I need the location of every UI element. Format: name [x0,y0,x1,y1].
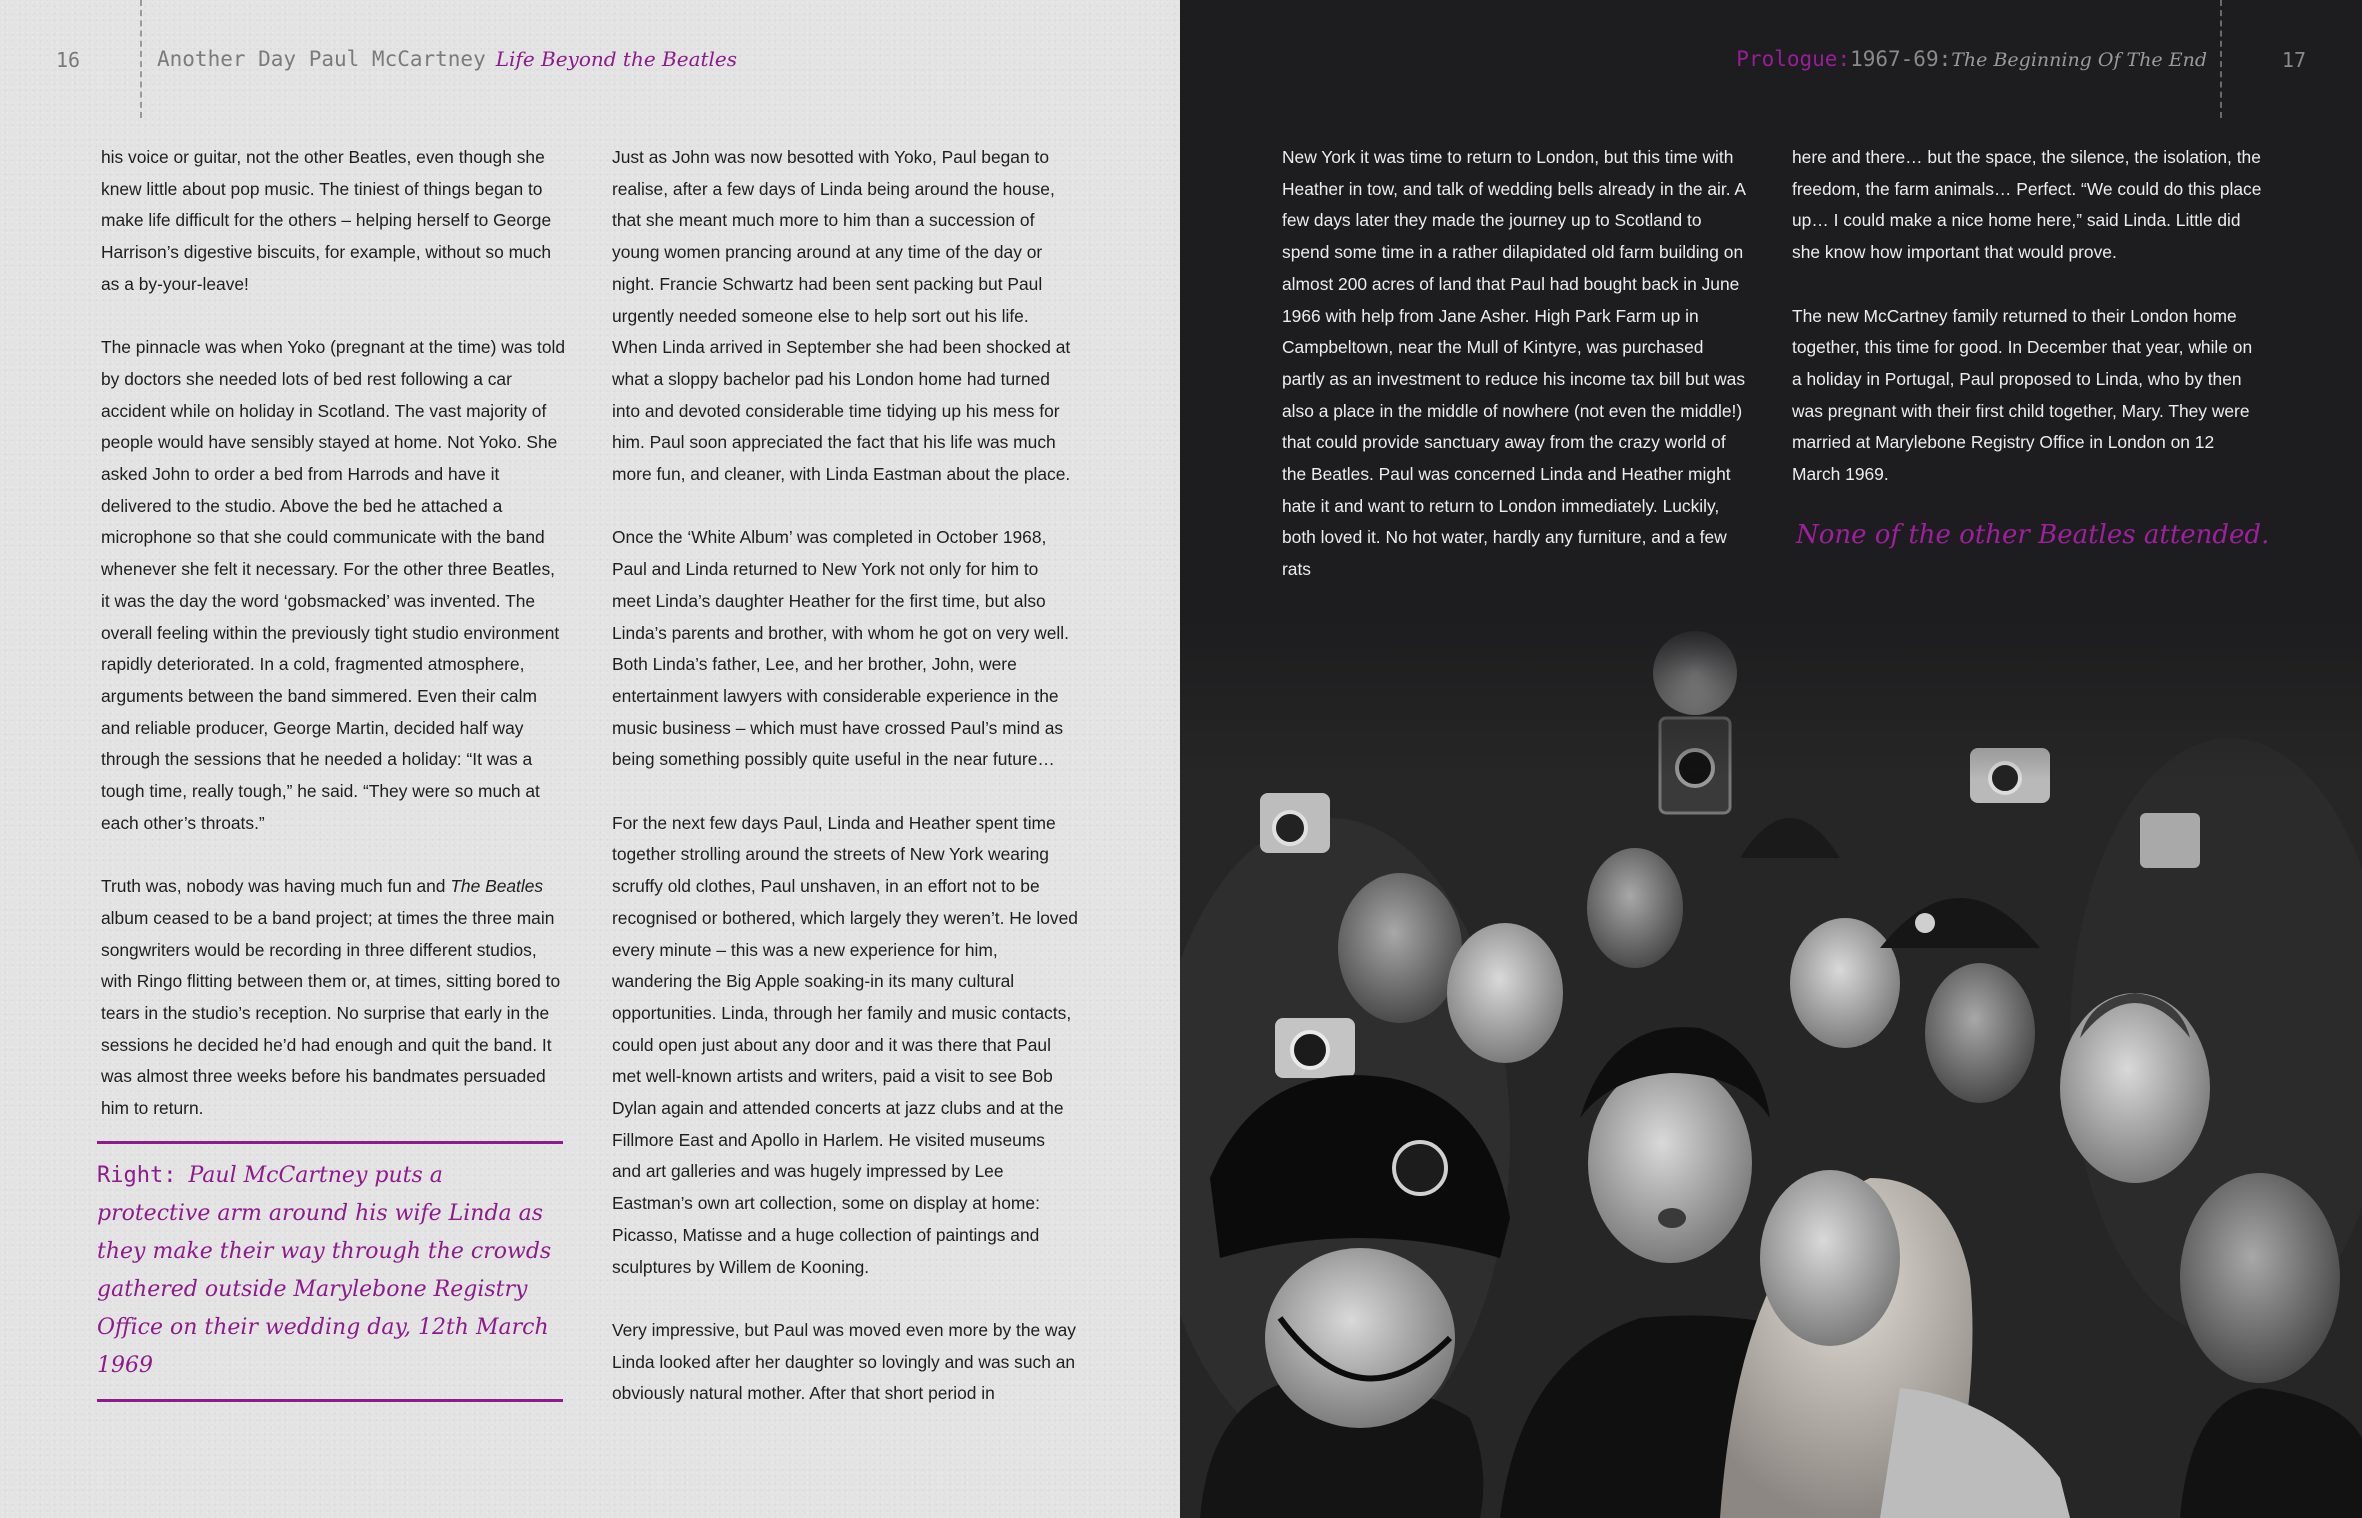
caption-text: Paul McCartney puts a protective arm around his wife Linda as they make their way through the crowds gathered outside Marylebone Registry Office on their wedding day, 12th March 1969 [97,1163,552,1378]
paragraph: New York it was time to return to London, but this time with Heather in tow, and talk of wedding bells already in the air. A few days later they made the journey up to Scotland to spend some time in a rather dilapidated old farm building on almost 200 acres of land that Paul had bought back in June 1966 with help from Jane Asher. High Park Farm up in Campbeltown, near the Mull of Kintyre, was purchased partly as an investment to reduce his income tax bill but was also a place in the middle of nowhere (not even the middle!) that could provide sanctuary away from the crazy world of the Beatles. Paul was concerned Linda and Heather might hate it and want to return to London immediately. Luckily, both loved it. No hot water, hardly any furniture, and a few rats [1282,147,1746,580]
left-page [0,0,1180,1518]
running-head-left [157,47,737,71]
page-number-right: 17 [2281,48,2306,72]
prologue-years: 1967-69: [1850,47,1952,71]
right-page [1180,0,2362,1518]
text-column-4 [1792,142,2262,522]
paragraph: Very impressive, but Paul was moved even more by the way Linda looked after her daughter so lovingly and was such an obviously natural mother. After that short period in [612,1319,1076,1404]
paragraph: Truth was, nobody was having much fun and The Beatles album ceased to be a band project; at times the three main songwriters would be recording in three different studios, with Ringo flitting between them or, at times, sitting bored to tears in the studio’s reception. No surprise that early in the sessions he decided he’d had enough and quit the band. It was almost three weeks before his bandmates persuaded him to return. [101,876,561,1119]
text-column-1 [101,142,567,1156]
text-column-2 [612,142,1078,1442]
chapter-title: The Beginning Of The End [1951,49,2207,71]
prologue-label: Prologue: [1736,47,1851,71]
text-column-3 [1282,142,1748,618]
paragraph: his voice or guitar, not the other Beatles, even though she knew little about pop music. The tiniest of things began to make life difficult for the others – helping herself to George Harrison’s digestive biscuits, for example, without so much as a by-your-leave! [101,147,552,294]
paragraph: here and there… but the space, the silence, the isolation, the freedom, the farm animals… Perfect. “We could do this place up… I could make a nice home here,” said Linda. Little did she know how important that would prove. [1792,147,2262,263]
paragraph: The pinnacle was when Yoko (pregnant at the time) was told by doctors she needed lots of bed rest following a car accident while on holiday in Scotland. The vast majority of people would have sensibly stayed at home. Not Yoko. She asked John to order a bed from Harrods and have it delivered to the studio. Above the bed he attached a microphone so that she could communicate with the band whenever she felt it necessary. For the other three Beatles, it was the day the word ‘gobsmacked’ was invented. The overall feeling within the previously tight studio environment rapidly deteriorated. In a cold, fragmented atmosphere, arguments between the band simmered. Even their calm and reliable producer, George Martin, decided half way through the sessions that he needed a holiday: “It was a tough time, really tough,” he said. “They were so much at each other’s throats.” [101,337,566,833]
paragraph: Just as John was now besotted with Yoko, Paul began to realise, after a few days of Linda being around the house, that she meant much more to him than a succession of young women prancing around at any time of the day or night. Francie Schwartz had been sent packing but Paul urgently needed someone else to help sort out his life. When Linda arrived in September she had been shocked at what a sloppy bachelor pad his London home had turned into and devoted considerable time tidying up his mess for him. Paul soon appreciated the fact that his life was much more fun, and cleaner, with Linda Eastman about the place. [612,147,1071,485]
book-title: Another Day Paul McCartney [157,47,486,71]
page-number-left: 16 [56,48,81,72]
paragraph: The new McCartney family returned to their London home together, this time for good. In December that year, while on a holiday in Portugal, Paul proposed to Linda, who by then was pregnant with their first child together, Mary. They were married at Marylebone Registry Office in London on 12 March 1969. [1792,305,2253,485]
paragraph: Once the ‘White Album’ was completed in October 1968, Paul and Linda returned to New York not only for him to meet Linda’s daughter Heather for the first time, but also Linda’s parents and brother, with whom he got on very well. Both Linda’s father, Lee, and her brother, John, were entertainment lawyers with considerable experience in the music business – which must have crossed Paul’s mind as being something possibly quite useful in the near future… [612,527,1069,770]
book-subtitle: Life Beyond the Beatles [495,47,738,71]
wedding-crowd-photo [1180,618,2362,1518]
caption-label: Right: [97,1163,177,1188]
header-divider-right [2220,0,2222,118]
header-divider-left [140,0,142,118]
photo-caption [97,1141,563,1402]
pull-quote: None of the other Beatles attended. [1796,520,2270,550]
album-title: The Beatles [450,876,544,897]
running-head-right [1736,47,2207,71]
paragraph: For the next few days Paul, Linda and Heather spent time together strolling around the streets of New York wearing scruffy old clothes, Paul unshaven, in an effort not to be recognised or bothered, which largely they weren’t. He loved every minute – this was a new experience for him, wandering the Big Apple soaking-in its many cultural opportunities. Linda, through her family and music contacts, could open just about any door and it was there that Paul met well-known artists and writers, paid a visit to see Bob Dylan again and attended concerts at jazz clubs and at the Fillmore East and Apollo in Harlem. He visited museums and art galleries and was hugely impressed by Lee Eastman’s own art collection, some on display at home: Picasso, Matisse and a huge collection of paintings and sculptures by Willem de Kooning. [612,812,1078,1277]
